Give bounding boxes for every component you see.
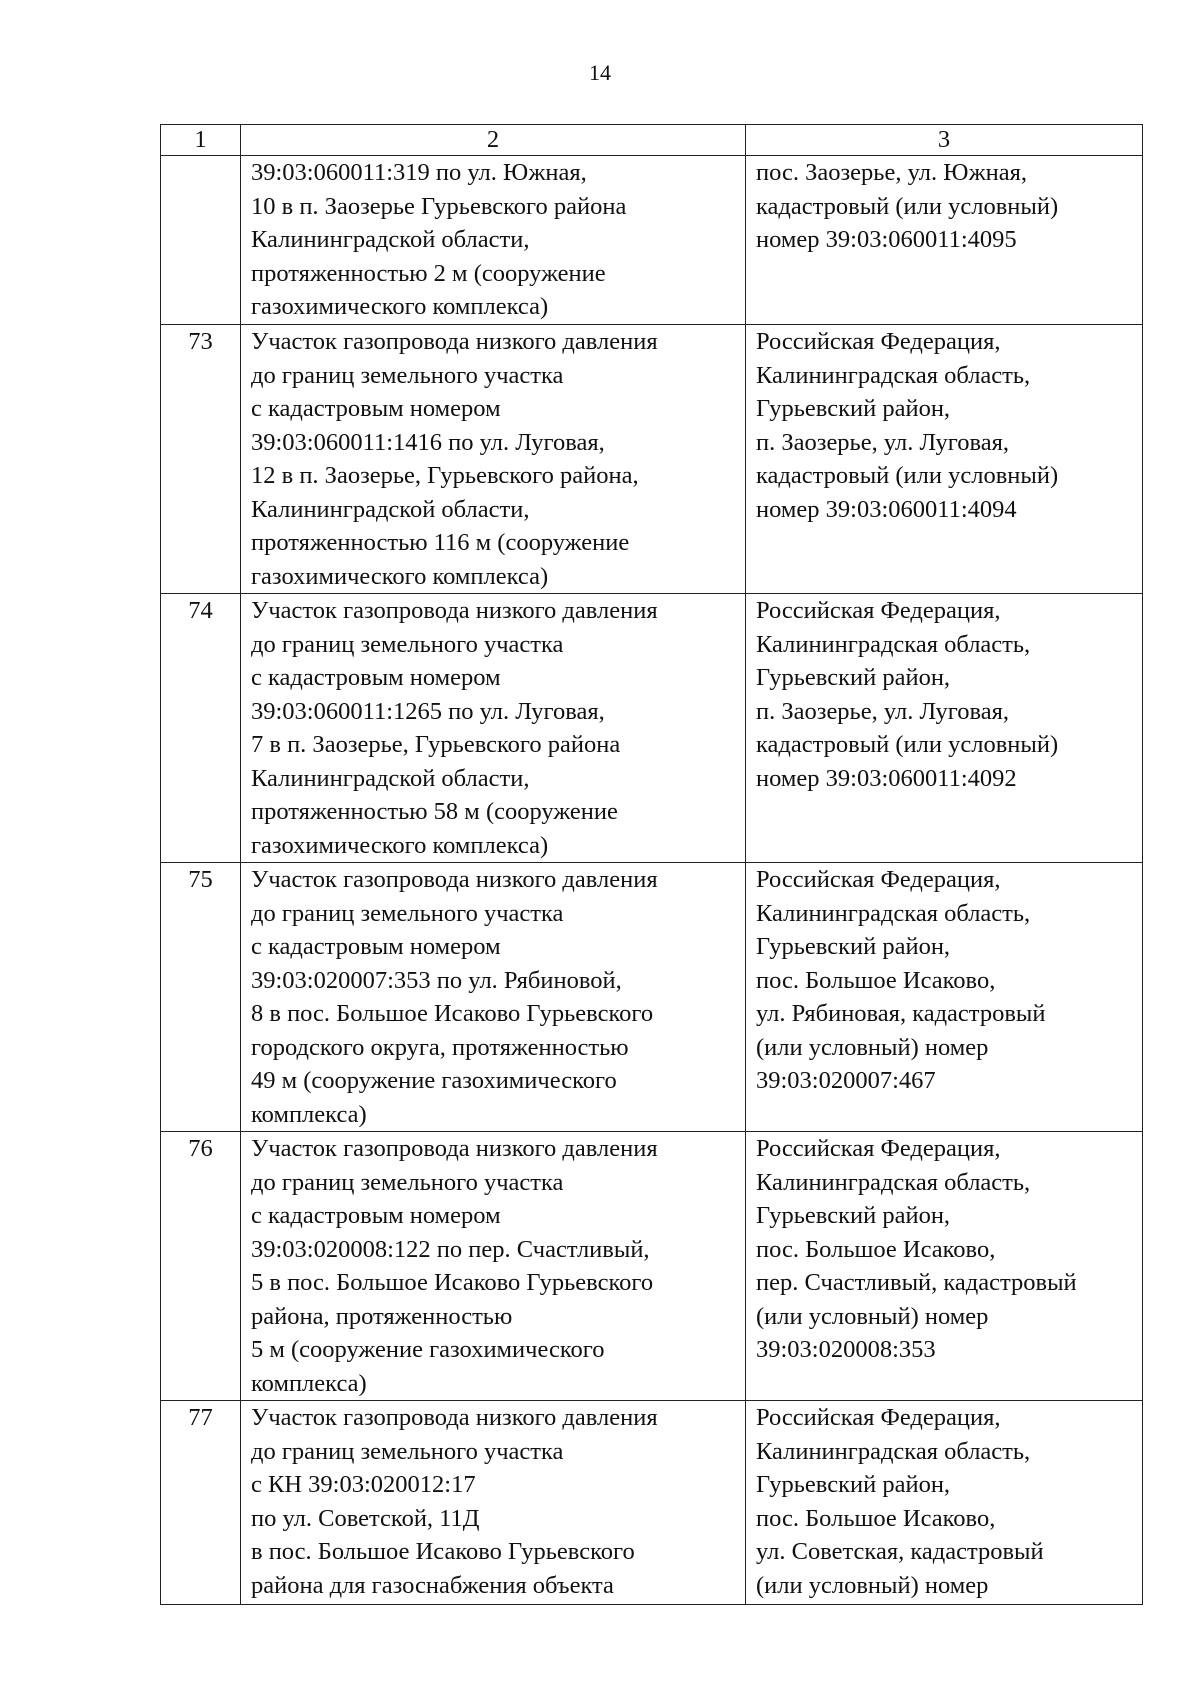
- header-col-3: 3: [746, 125, 1143, 156]
- text-line: ул. Советская, кадастровый: [756, 1538, 1044, 1565]
- text-line: Гурьевский район,: [756, 933, 951, 960]
- text-line: 5 м (сооружение газохимического: [251, 1336, 605, 1363]
- text-line: Гурьевский район,: [756, 664, 951, 691]
- text-line: Калининградская область,: [756, 899, 1031, 927]
- text-line: (или условный) номер: [756, 1571, 989, 1599]
- text-line: до границ земельного участка: [251, 361, 564, 389]
- text-line: Российская Федерация,: [756, 1404, 1001, 1431]
- text-line: до границ земельного участка: [251, 630, 564, 658]
- location-cell: [746, 1132, 1143, 1401]
- object-description-cell: [241, 156, 746, 325]
- text-line: городского округа, протяженностью: [251, 1033, 629, 1061]
- table-row: [161, 1132, 1143, 1401]
- header-col-1: 1: [161, 125, 241, 156]
- text-line: пос. Заозерье, ул. Южная,: [756, 159, 1028, 186]
- text-line: с кадастровым номером: [251, 1202, 501, 1229]
- text-line: п. Заозерье, ул. Луговая,: [756, 697, 1009, 725]
- text-line: Гурьевский район,: [756, 395, 951, 422]
- text-line: в пос. Большое Исаково Гурьевского: [251, 1538, 635, 1565]
- text-line: Российская Федерация,: [756, 597, 1001, 624]
- text-line: по ул. Советской, 11Д: [251, 1504, 480, 1532]
- text-line: п. Заозерье, ул. Луговая,: [756, 428, 1009, 456]
- text-line: комплекса): [251, 1369, 367, 1397]
- text-line: Калининградская область,: [756, 1437, 1031, 1465]
- text-line: 39:03:020008:353: [756, 1336, 936, 1363]
- text-line: Калининградской области,: [251, 764, 530, 792]
- registry-table: [160, 124, 1143, 1605]
- text-line: (или условный) номер: [756, 1033, 989, 1061]
- text-line: номер 39:03:060011:4092: [756, 764, 1017, 792]
- object-description-cell: [241, 325, 746, 594]
- row-number: 74: [161, 594, 241, 863]
- text-line: 39:03:060011:1265 по ул. Луговая,: [251, 697, 605, 725]
- text-line: с кадастровым номером: [251, 664, 501, 691]
- text-line: Калининградская область,: [756, 630, 1031, 658]
- location-cell: [746, 325, 1143, 594]
- text-line: 10 в п. Заозерье Гурьевского района: [251, 192, 627, 220]
- text-line: 8 в пос. Большое Исаково Гурьевского: [251, 1000, 654, 1027]
- text-line: Участок газопровода низкого давления: [251, 866, 658, 893]
- text-line: с кадастровым номером: [251, 395, 501, 422]
- text-line: Участок газопровода низкого давления: [251, 1404, 658, 1431]
- row-number: 77: [161, 1401, 241, 1605]
- text-line: (или условный) номер: [756, 1302, 989, 1330]
- text-line: 39:03:060011:1416 по ул. Луговая,: [251, 428, 605, 456]
- text-line: 5 в пос. Большое Исаково Гурьевского: [251, 1269, 654, 1296]
- text-line: 39:03:020008:122 по пер. Счастливый,: [251, 1235, 650, 1263]
- text-line: Гурьевский район,: [756, 1202, 951, 1229]
- text-line: пос. Большое Исаково,: [756, 966, 996, 994]
- text-line: с КН 39:03:020012:17: [251, 1471, 476, 1498]
- table-row: [161, 325, 1143, 594]
- text-line: Калининградской области,: [251, 226, 530, 253]
- row-number: [161, 156, 241, 325]
- text-line: до границ земельного участка: [251, 1437, 564, 1465]
- table-row: [161, 156, 1143, 325]
- text-line: протяженностью 58 м (сооружение: [251, 798, 618, 825]
- text-line: Российская Федерация,: [756, 866, 1001, 893]
- text-line: кадастровый (или условный): [756, 731, 1059, 758]
- text-line: 7 в п. Заозерье, Гурьевского района: [251, 731, 621, 758]
- location-cell: [746, 594, 1143, 863]
- text-line: номер 39:03:060011:4095: [756, 226, 1017, 253]
- object-description-cell: [241, 863, 746, 1132]
- location-cell: [746, 863, 1143, 1132]
- text-line: кадастровый (или условный): [756, 192, 1059, 220]
- text-line: пос. Большое Исаково,: [756, 1504, 996, 1532]
- text-line: района для газоснабжения объекта: [251, 1571, 614, 1599]
- text-line: Российская Федерация,: [756, 1135, 1001, 1162]
- text-line: Калининградской области,: [251, 495, 530, 523]
- text-line: до границ земельного участка: [251, 899, 564, 927]
- text-line: Гурьевский район,: [756, 1471, 951, 1498]
- page-number: 14: [589, 60, 611, 85]
- text-line: 39:03:060011:319 по ул. Южная,: [251, 159, 587, 186]
- text-line: протяженностью 2 м (сооружение: [251, 259, 606, 287]
- text-line: 49 м (сооружение газохимического: [251, 1067, 617, 1094]
- table-row: [161, 594, 1143, 863]
- text-line: газохимического комплекса): [251, 562, 549, 590]
- text-line: 39:03:020007:353 по ул. Рябиновой,: [251, 966, 622, 994]
- text-line: Российская Федерация,: [756, 328, 1001, 355]
- row-number: 75: [161, 863, 241, 1132]
- text-line: района, протяженностью: [251, 1302, 513, 1330]
- text-line: Участок газопровода низкого давления: [251, 328, 658, 355]
- header-col-2: 2: [241, 125, 746, 156]
- table-header-row: [161, 125, 1143, 156]
- text-line: до границ земельного участка: [251, 1168, 564, 1196]
- object-description-cell: [241, 594, 746, 863]
- object-description-cell: [241, 1401, 746, 1605]
- table-row: [161, 863, 1143, 1132]
- text-line: пос. Большое Исаково,: [756, 1235, 996, 1263]
- location-cell: [746, 156, 1143, 325]
- row-number: 73: [161, 325, 241, 594]
- object-description-cell: [241, 1132, 746, 1401]
- text-line: номер 39:03:060011:4094: [756, 495, 1017, 523]
- text-line: 39:03:020007:467: [756, 1067, 936, 1094]
- text-line: Калининградская область,: [756, 361, 1031, 389]
- row-number: 76: [161, 1132, 241, 1401]
- text-line: с кадастровым номером: [251, 933, 501, 960]
- text-line: ул. Рябиновая, кадастровый: [756, 1000, 1046, 1027]
- text-line: комплекса): [251, 1100, 367, 1128]
- text-line: кадастровый (или условный): [756, 462, 1059, 489]
- text-line: протяженностью 116 м (сооружение: [251, 529, 630, 556]
- table-row: [161, 1401, 1143, 1605]
- text-line: газохимического комплекса): [251, 831, 549, 859]
- location-cell: [746, 1401, 1143, 1605]
- text-line: газохимического комплекса): [251, 293, 549, 320]
- text-line: Калининградская область,: [756, 1168, 1031, 1196]
- text-line: Участок газопровода низкого давления: [251, 597, 658, 624]
- text-line: 12 в п. Заозерье, Гурьевского района,: [251, 462, 639, 489]
- text-line: пер. Счастливый, кадастровый: [756, 1269, 1077, 1296]
- text-line: Участок газопровода низкого давления: [251, 1135, 658, 1162]
